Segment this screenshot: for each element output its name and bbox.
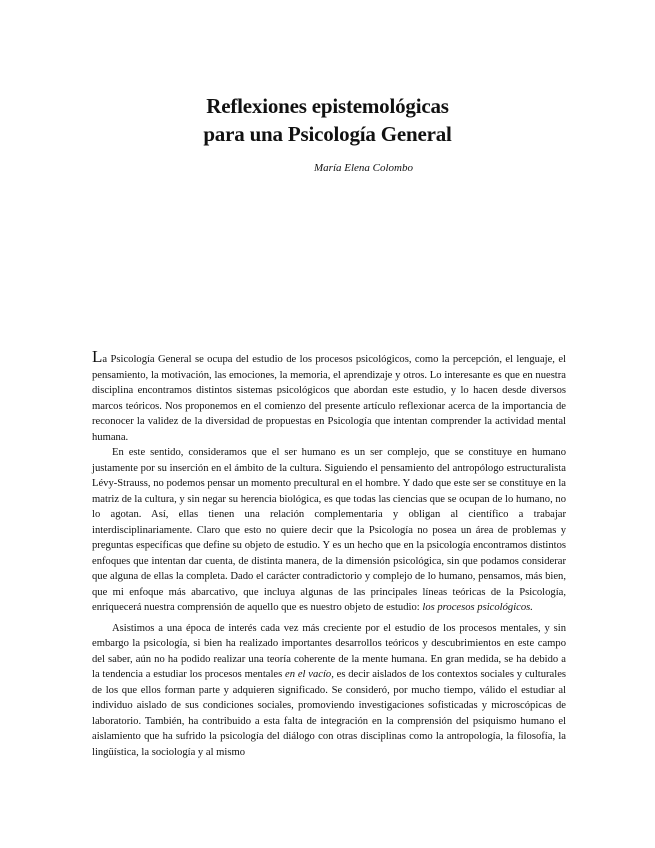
article-title: [0, 92, 655, 148]
title-line-1: Reflexiones epistemológicas: [206, 94, 449, 118]
paragraph-3-italic: en el vacío,: [285, 669, 334, 680]
paragraph-2-italic: los procesos psicológicos.: [422, 602, 533, 613]
author-name: María Elena Colombo: [314, 162, 413, 174]
paragraph-1-text: a Psicología General se ocupa del estudio de los procesos psicológicos, como la percepción, el lenguaje, el pensamiento, la motivación, las emociones, la memoria, el aprendizaje y otros. Lo interesante es que en nuestra disciplina encontramos distintos sistemas psicológicos que abordan este estudio, y lo hacen desde diversos marcos teóricos. Nos proponemos en el comienzo del presente artículo reflexionar acerca de la importancia de reconocer la validez de la diversidad de propuestas en Psicología que intentan comprender la actividad mental humana.: [92, 354, 566, 443]
paragraph-3-text-before: Asistimos a una época de interés cada vez más creciente por el estudio de los procesos mentales, y sin embargo la psicología, si bien ha realizado importantes desarrollos teóricos y descubrimientos en este campo del saber, aún no ha podido realizar una teoría coherente de la mente humana. En gran medida, se ha debido a la tendencia a estudiar los procesos mentales: [92, 622, 566, 680]
paragraph-3-text-after: es decir aislados de los contextos sociales y culturales de los que ellos forman parte y adquieren significado. Se consideró, por mucho tiempo, válido el estudiar al individuo aislado de sus condiciones sociales, promoviendo investigaciones sofisticadas y microscópicas de laboratorio. También, ha contribuido a esta falta de integración en la comprensión del psiquismo humano el aislamiento que ha sufrido la psicología del diálogo con otras disciplinas como la antropología, la filosofía, la lingüística, la sociología y al mismo: [92, 669, 567, 758]
paragraph-3: [92, 621, 566, 761]
title-line-2: para una Psicología General: [203, 122, 452, 146]
paragraph-2: [92, 445, 566, 616]
paragraph-2-text: En este sentido, consideramos que el ser humano es un ser complejo, que se constituye en humano justamente por su inserción en el ámbito de la cultura. Siguiendo el pensamiento del antropólogo estructuralista Lévy-Strauss, no podemos pensar un momento precultural en el hombre. Y dado que este ser se constituye en la matriz de la cultura, y sin negar su herencia biológica, es que todas las ciencias que se ocupan de lo humano, no lo agotan. Así, ellas tienen una relación complementaria y obligan al científico a trabajar interdisciplinariamente. Claro que esto no quiere decir que la Psicología no posea un área de problemas y preguntas específicas que define su objeto de estudio. Y es un hecho que en la psicología encontramos distintos enfoques que intentan dar cuenta, de distinta manera, de la dimensión psicológica, sin que podamos considerar que alguna de ellas la completa. Dado el carácter contradictorio y complejo de lo humano, pensamos, más bien, que mi enfoque más abarcativo, que incluya algunas de las principales líneas teóricas de la Psicología, enriquecerá nuestra comprensión de aquello que es nuestro objeto de estudio:: [92, 447, 566, 613]
paragraph-1: [92, 347, 566, 445]
drop-cap: L: [92, 347, 103, 366]
article-body: [92, 347, 567, 760]
